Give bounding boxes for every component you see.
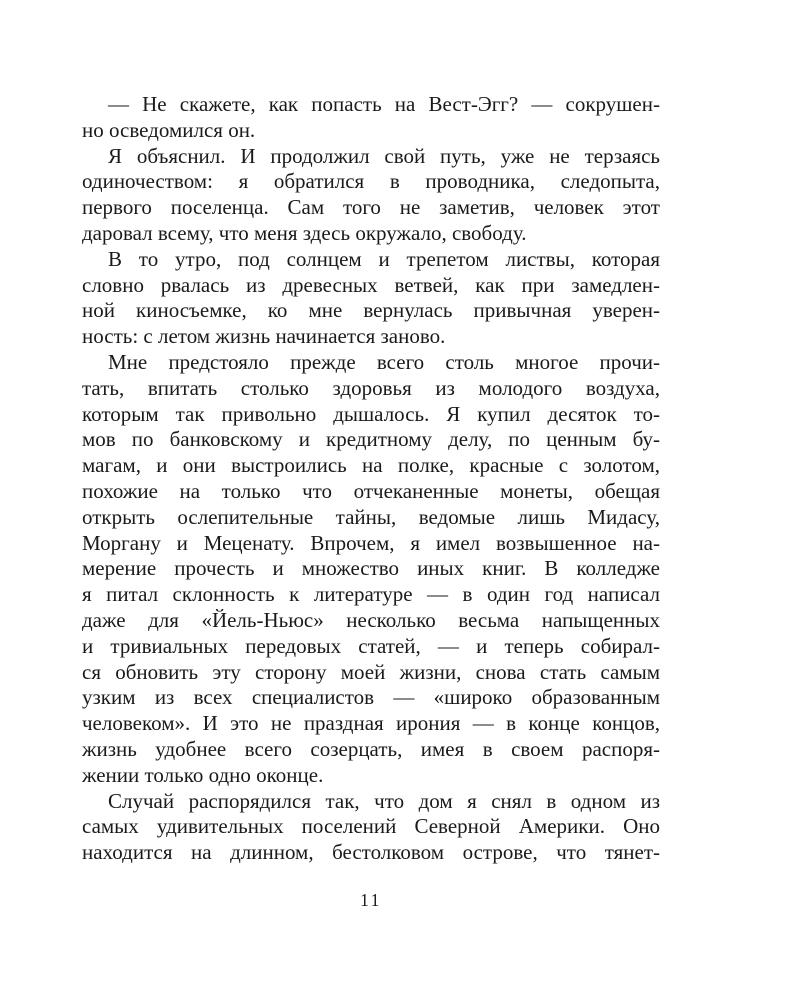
- text-line: ной киносъемке, ко мне вернулась привычная уверен-: [82, 298, 660, 323]
- text-line: которым так привольно дышалось. Я купил десяток то-: [82, 401, 660, 426]
- text-line: Случай распорядился так, что дом я снял в одном из: [108, 788, 660, 813]
- text-line: жизнь удобнее всего созерцать, имея в своем распоря-: [82, 736, 660, 761]
- text-line: магам, и они выстроились на полке, красные с золотом,: [82, 453, 660, 478]
- text-line: я питал склонность к литературе — в один год написал: [82, 582, 660, 607]
- paragraph: [82, 350, 660, 789]
- text-line: человеком». И это не праздная ирония — в конце концов,: [82, 711, 660, 736]
- text-line: первого поселенца. Сам того не заметив, человек этот: [82, 195, 660, 220]
- paragraph: [82, 144, 660, 247]
- text-line: тать, впитать столько здоровья из молодого воздуха,: [82, 375, 660, 400]
- text-line: Я объяснил. И продолжил свой путь, уже не терзаясь: [108, 143, 660, 168]
- text-line: но осведомился он.: [82, 117, 256, 142]
- paragraph: [82, 92, 660, 144]
- text-line: похожие на только что отчеканенные монеты, обещая: [82, 478, 660, 503]
- text-line: даже для «Йель-Ньюс» несколько весьма напыщенных: [82, 607, 660, 632]
- text-line: одиночеством: я обратился в проводника, следопыта,: [82, 169, 660, 194]
- text-line: — Не скажете, как попасть на Вест-Эгг? — сокрушен-: [108, 92, 660, 116]
- text-line: В то утро, под солнцем и трепетом листвы, которая: [108, 246, 660, 271]
- page-number: 11: [360, 890, 382, 910]
- text-line: и тривиальных передовых статей, — и теперь собирал-: [82, 633, 660, 658]
- text-line: ся обновить эту сторону моей жизни, снова стать самым: [82, 659, 660, 684]
- text-line: жении только одно оконце.: [82, 762, 324, 787]
- paragraph: [82, 247, 660, 350]
- text-line: Моргану и Меценату. Впрочем, я имел возвышенное на-: [82, 530, 660, 555]
- text-line: мов по банковскому и кредитному делу, по ценным бу-: [82, 427, 660, 452]
- text-line: словно рвалась из древесных ветвей, как при замедлен-: [82, 272, 660, 297]
- text-line: самых удивительных поселений Северной Америки. Оно: [82, 814, 660, 839]
- text-line: даровал всему, что меня здесь окружало, свободу.: [82, 220, 527, 245]
- text-line: мерение прочесть и множество иных книг. В колледже: [82, 556, 660, 581]
- text-line: Мне предстояло прежде всего столь многое прочи-: [108, 349, 660, 374]
- paragraphs-container: [82, 92, 660, 866]
- text-block: [82, 92, 660, 866]
- text-line: ность: с летом жизнь начинается заново.: [82, 324, 446, 349]
- text-line: открыть ослепительные тайны, ведомые лишь Мидасу,: [82, 504, 660, 529]
- text-line: находится на длинном, бестолковом острове, что тянет-: [82, 840, 660, 865]
- paragraph: [82, 789, 660, 866]
- text-line: узким из всех специалистов — «широко образованным: [82, 685, 660, 710]
